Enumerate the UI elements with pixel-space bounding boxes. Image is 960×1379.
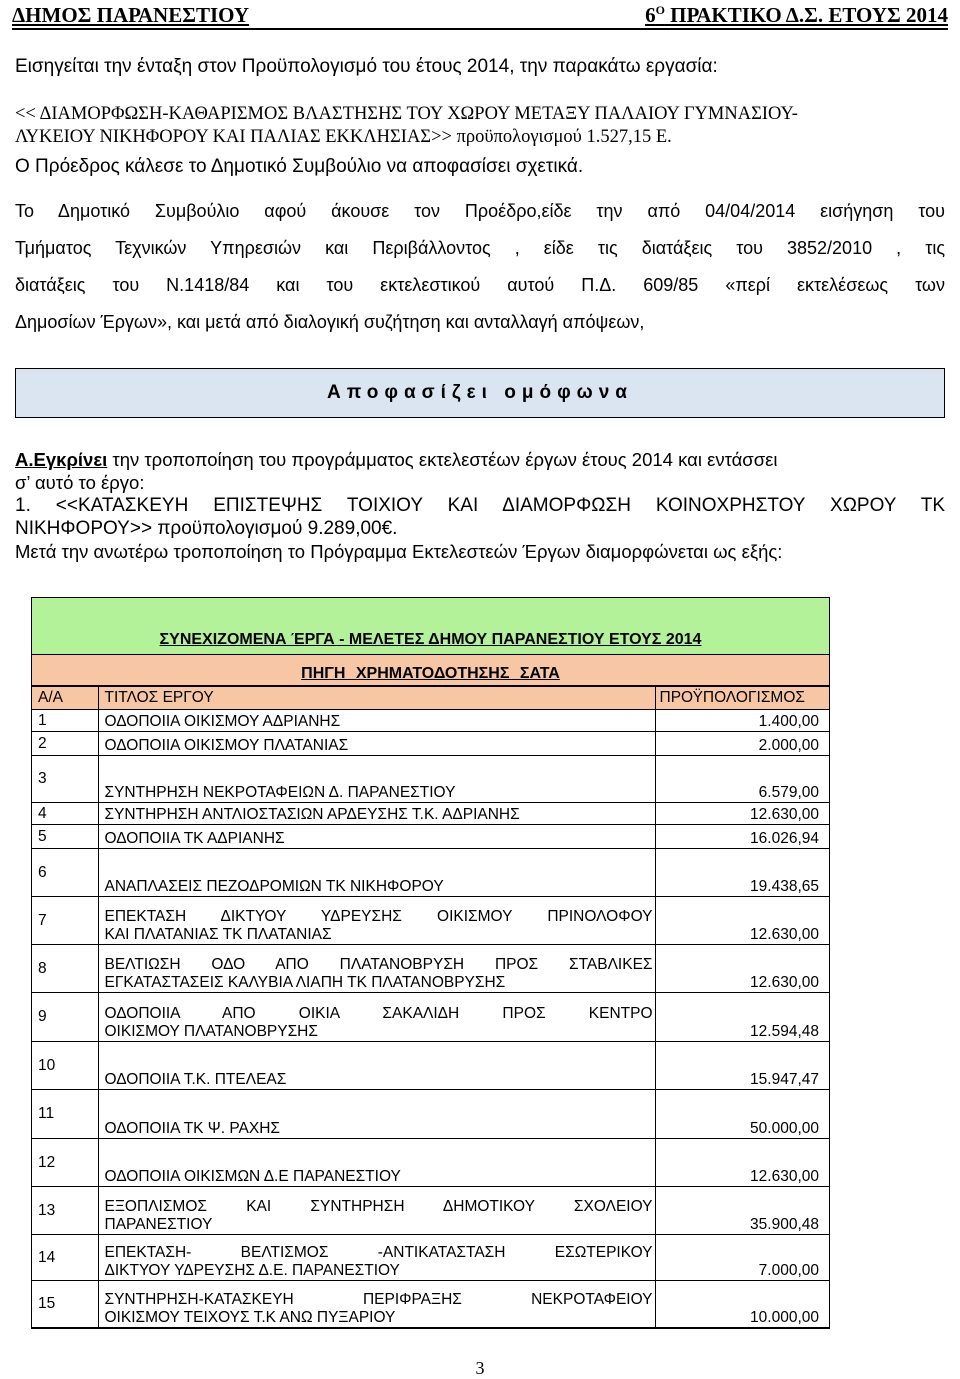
council-line-3: διατάξεις του Ν.1418/84 και του εκτελεστικού αυτού Π.Δ. 609/85 «περί εκτελέσεως των (15, 275, 945, 295)
project-line-2: ΛΥΚΕΙΟΥ ΝΙΚΗΦΟΡΟΥ ΚΑΙ ΠΑΛΙΑΣ ΕΚΚΛΗΣΙΑΣ>> προϋπολογισμού 1.527,15 Ε. (15, 127, 672, 147)
projects-table (31, 597, 830, 1329)
table-row (32, 945, 829, 993)
row-number: 10 (32, 1042, 98, 1090)
project-title: ΟΔΟΠΟΙΙΑ ΟΙΚΙΣΜΟΥ ΑΔΡΙΑΝΗΣ (104, 713, 341, 730)
budget-amount: 7.000,00 (655, 1235, 829, 1281)
table-row (32, 1187, 829, 1235)
column-header-title: ΤΙΤΛΟΣ ΕΡΓΟΥ (98, 687, 655, 710)
project-title-cell (98, 732, 655, 756)
projects-grid (32, 686, 829, 1328)
budget-amount: 12.630,00 (655, 945, 829, 993)
table-row (32, 732, 829, 756)
budget-amount: 2.000,00 (655, 732, 829, 756)
table-row (32, 1235, 829, 1281)
table-row (32, 993, 829, 1042)
approval-line-2: σ’ αυτό το έργο: (15, 472, 145, 493)
project-title-cell (98, 945, 655, 993)
budget-amount: 1.400,00 (655, 710, 829, 732)
budget-amount: 50.000,00 (655, 1090, 829, 1139)
table-row (32, 849, 829, 897)
council-line-1: Το Δημοτικό Συμβούλιο αφού άκουσε τον Προέδρο,είδε την από 04/04/2014 εισήγηση του (15, 201, 945, 221)
budget-amount: 10.000,00 (655, 1281, 829, 1328)
table-row (32, 1139, 829, 1187)
budget-amount: 12.630,00 (655, 1139, 829, 1187)
budget-amount: 12.630,00 (655, 803, 829, 825)
project-title-cell (98, 1235, 655, 1281)
budget-amount: 35.900,48 (655, 1187, 829, 1235)
project-title-continued: ΟΙΚΙΣΜΟΥ ΤΕΙΧΟΥΣ Τ.Κ ΑΝΩ ΠΥΞΑΡΙΟΥ (104, 1309, 396, 1326)
project-title-continued: ΚΑΙ ΠΛΑΤΑΝΙΑΣ ΤΚ ΠΛΑΤΑΝΙΑΣ (104, 926, 332, 943)
table-row (32, 1281, 829, 1328)
approval-label: Α.Εγκρίνει (15, 449, 108, 470)
approved-item-line-2: ΝΙΚΗΦΟΡΟΥ>> προϋπολογισμού 9.289,00€. (15, 518, 398, 539)
president-text: Ο Πρόεδρος κάλεσε το Δημοτικό Συμβούλιο να αποφασίσει σχετικά. (15, 156, 584, 177)
table-row (32, 803, 829, 825)
row-number: 11 (32, 1090, 98, 1139)
row-number: 14 (32, 1235, 98, 1281)
row-number: 15 (32, 1281, 98, 1328)
approval-text: την τροποποίηση του προγράμματος εκτελεστέων έργων έτους 2014 και εντάσσει (107, 449, 778, 470)
table-title-row (32, 598, 829, 655)
funding-source: ΠΗΓΗ ΧΡΗΜΑΤΟΔΟΤΗΣΗΣ ΣΑΤΑ (301, 665, 560, 682)
table-row (32, 897, 829, 945)
project-title-cell (98, 803, 655, 825)
project-title: ΟΔΟΠΟΙΙΑ ΟΙΚΙΣΜΟΥ ΠΛΑΤΑΝΙΑΣ (104, 737, 349, 754)
row-number: 9 (32, 993, 98, 1042)
project-title: ΟΔΟΠΟΙΙΑ Τ.Κ. ΠΤΕΛΕΑΣ (104, 1071, 287, 1088)
table-header-row (32, 687, 829, 710)
project-title: ΑΝΑΠΛΑΣΕΙΣ ΠΕΖΟΔΡΟΜΙΩΝ ΤΚ ΝΙΚΗΦΟΡΟΥ (104, 878, 444, 895)
project-title: ΟΔΟΠΟΙΙΑ ΤΚ Ψ. ΡΑΧΗΣ (104, 1120, 281, 1137)
project-title-cell (98, 1187, 655, 1235)
project-title: ΕΠΕΚΤΑΣΗ- ΒΕΛΤΙΣΜΟΣ -ΑΝΤΙΚΑΤΑΣΤΑΣΗ ΕΣΩΤΕΡΙΚΟΥ (104, 1244, 653, 1261)
table-row (32, 825, 829, 849)
approval-section (15, 448, 945, 563)
budget-amount: 16.026,94 (655, 825, 829, 849)
project-title-continued: ΟΙΚΙΣΜΟΥ ΠΛΑΤΑΝΟΒΡΥΣΗΣ (104, 1023, 318, 1040)
row-number: 13 (32, 1187, 98, 1235)
table-title: ΣΥΝΕΧΙΖΟΜΕΝΑ ΈΡΓΑ - ΜΕΛΕΤΕΣ ΔΗΜΟΥ ΠΑΡΑΝΕΣΤΙΟΥ ΕΤΟΥΣ 2014 (159, 631, 702, 648)
municipality-title: ΔΗΜΟΣ ΠΑΡΑΝΕΣΤΙΟΥ (12, 3, 250, 27)
project-title-cell (98, 849, 655, 897)
row-number: 7 (32, 897, 98, 945)
project-title-continued: ΠΑΡΑΝΕΣΤΙΟΥ (104, 1216, 213, 1233)
project-title: ΣΥΝΤΗΡΗΣΗ-ΚΑΤΑΣΚΕΥΗ ΠΕΡΙΦΡΑΞΗΣ ΝΕΚΡΟΤΑΦΕΙΟΥ (104, 1291, 653, 1308)
project-title: ΕΠΕΚΤΑΣΗ ΔΙΚΤΥΟΥ ΥΔΡΕΥΣΗΣ ΟΙΚΙΣΜΟΥ ΠΡΙΝΟΛΟΦΟΥ (104, 908, 653, 925)
project-title-cell (98, 993, 655, 1042)
approval-line-1 (15, 448, 945, 471)
project-title: ΟΔΟΠΟΙΙΑ ΑΠΟ ΟΙΚΙΑ ΣΑΚΑΛΙΔΗ ΠΡΟΣ ΚΕΝΤΡΟ (104, 1005, 653, 1022)
table-row (32, 1090, 829, 1139)
budget-amount: 15.947,47 (655, 1042, 829, 1090)
row-number: 4 (32, 803, 98, 825)
table-body (32, 710, 829, 1328)
project-title-continued: ΕΓΚΑΤΑΣΤΑΣΕΙΣ ΚΑΛΥΒΙΑ ΛΙΑΠΗ ΤΚ ΠΛΑΤΑΝΟΒΡΥΣΗΣ (104, 974, 506, 991)
budget-amount: 12.594,48 (655, 993, 829, 1042)
project-title-cell (98, 756, 655, 803)
project-title-cell (98, 1090, 655, 1139)
project-title-cell (98, 1042, 655, 1090)
column-header-budget: ΠΡΟΫΠΟΛΟΓΙΣΜΟΣ (655, 687, 829, 710)
budget-amount: 19.438,65 (655, 849, 829, 897)
project-title: ΣΥΝΤΗΡΗΣΗ ΑΝΤΛΙΟΣΤΑΣΙΩΝ ΑΡΔΕΥΣΗΣ Τ.Κ. ΑΔΡΙΑΝΗΣ (104, 806, 520, 823)
project-title-cell (98, 825, 655, 849)
table-row (32, 756, 829, 803)
column-header-aa: Α/Α (32, 687, 98, 710)
budget-amount: 6.579,00 (655, 756, 829, 803)
project-description (15, 103, 945, 149)
funding-source-row (32, 655, 829, 686)
table-row (32, 1042, 829, 1090)
table-row (32, 710, 829, 732)
project-title-cell (98, 710, 655, 732)
row-number: 1 (32, 710, 98, 732)
approval-after-text: Μετά την ανωτέρω τροποποίηση το Πρόγραμμα Εκτελεστεών Έργων διαμορφώνεται ως εξής: (15, 541, 783, 562)
document-header (12, 0, 948, 30)
page-number: 3 (475, 1358, 485, 1378)
council-paragraph (15, 193, 945, 341)
row-number: 2 (32, 732, 98, 756)
row-number: 12 (32, 1139, 98, 1187)
row-number: 6 (32, 849, 98, 897)
council-line-2: Τμήματος Τεχνικών Υπηρεσιών και Περιβάλλοντος , είδε τις διατάξεις του 3852/2010 , τις (15, 238, 945, 258)
approved-item-line-1: 1. <<ΚΑΤΑΣΚΕΥΗ ΕΠΙΣΤΕΨΗΣ ΤΟΙΧΙΟΥ ΚΑΙ ΔΙΑΜΟΡΦΩΣΗ ΚΟΙΝΟΧΡΗΣΤΟΥ ΧΩΡΟΥ ΤΚ (15, 495, 945, 516)
row-number: 8 (32, 945, 98, 993)
project-title: ΒΕΛΤΙΩΣΗ ΟΔΟ ΑΠΟ ΠΛΑΤΑΝΟΒΡΥΣΗ ΠΡΟΣ ΣΤΑΒΛΙΚΕΣ (104, 956, 653, 973)
project-title-cell (98, 1139, 655, 1187)
project-title: ΣΥΝΤΗΡΗΣΗ ΝΕΚΡΟΤΑΦΕΙΩΝ Δ. ΠΑΡΑΝΕΣΤΙΟΥ (104, 784, 456, 801)
council-line-4: Δημοσίων Έργων», και μετά από διαλογική συζήτηση και ανταλλαγή απόψεων, (15, 312, 645, 332)
intro-text: Εισηγείται την ένταξη στον Προϋπολογισμό του έτους 2014, την παρακάτω εργασία: (15, 56, 718, 77)
minutes-title: $6^O$ ΠΡΑΚΤΙΚΟ Δ.Σ. ΕΤΟΥΣ 2014 (645, 3, 948, 27)
project-title: ΕΞΟΠΛΙΣΜΟΣ ΚΑΙ ΣΥΝΤΗΡΗΣΗ ΔΗΜΟΤΙΚΟΥ ΣΧΟΛΕΙΟΥ (104, 1198, 653, 1215)
project-title-continued: ΔΙΚΤΥΟΥ ΥΔΡΕΥΣΗΣ Δ.Ε. ΠΑΡΑΝΕΣΤΙΟΥ (104, 1262, 400, 1279)
row-number: 5 (32, 825, 98, 849)
project-title: ΟΔΟΠΟΙΙΑ ΟΙΚΙΣΜΩΝ Δ.Ε ΠΑΡΑΝΕΣΤΙΟΥ (104, 1168, 401, 1185)
project-line-1: << ΔΙΑΜΟΡΦΩΣΗ-ΚΑΘΑΡΙΣΜΟΣ ΒΛΑΣΤΗΣΗΣ ΤΟΥ ΧΩΡΟΥ ΜΕΤΑΞΥ ΠΑΛΑΙΟΥ ΓΥΜΝΑΣΙΟΥ- (15, 104, 798, 124)
project-title-cell (98, 897, 655, 945)
budget-amount: 12.630,00 (655, 897, 829, 945)
project-title: ΟΔΟΠΟΙΙΑ ΤΚ ΑΔΡΙΑΝΗΣ (104, 830, 285, 847)
project-title-cell (98, 1281, 655, 1328)
row-number: 3 (32, 756, 98, 803)
decision-banner: Αποφασίζει ομόφωνα (15, 368, 945, 418)
